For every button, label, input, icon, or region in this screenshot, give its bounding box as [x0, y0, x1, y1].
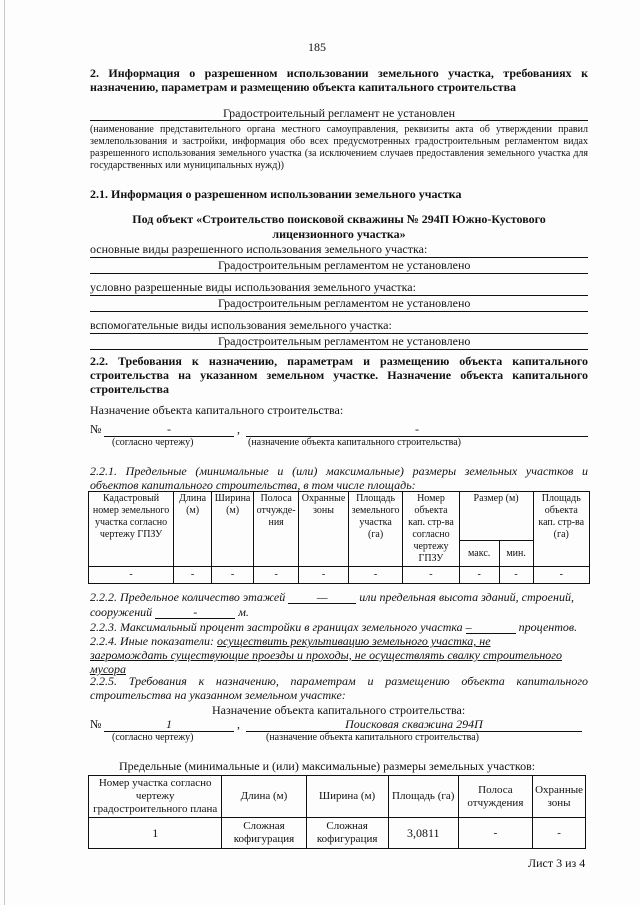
th-cadastral: Кадастровый номер земельного участка согласно чертежу ГПЗУ	[89, 492, 174, 567]
number-sign: №	[90, 422, 102, 436]
purpose2-number: 1	[166, 717, 172, 731]
th-object-number: Номер объекта кап. стр-ва согласно чертежу ГПЗУ	[403, 492, 459, 567]
coverage-value-field	[466, 620, 516, 634]
use-auxiliary-label: вспомогательные виды использования земельного участка:	[90, 318, 588, 334]
purpose-name-field	[246, 422, 588, 437]
table-cell: -	[299, 567, 349, 584]
parcel-size-table	[88, 775, 586, 849]
th-area: Площадь земельного участка (га)	[348, 492, 402, 567]
structures-label: сооружений	[90, 605, 153, 619]
table-cell: -	[348, 567, 402, 584]
th2-alienation: Полоса отчуждения	[458, 776, 532, 818]
purpose-label: Назначение объекта капитального строительства:	[90, 403, 344, 417]
coverage-label: 2.2.3. Максимальный процент застройки в границах земельного участка	[90, 620, 463, 634]
caption-drawing-2: (согласно чертежу)	[112, 732, 194, 743]
purpose2-comma: ,	[237, 717, 240, 731]
th-size-max: макс.	[459, 541, 499, 567]
purpose-name-value: -	[415, 422, 419, 436]
scan-edge-line	[4, 0, 5, 905]
section-2-2-5-title: 2.2.5. Требования к назначению, параметрам и размещению объекта капитального строительства на указанном земельном участке:	[90, 674, 588, 702]
table-cell: -	[459, 567, 499, 584]
purpose2-label: Назначение объекта капитального строительства:	[212, 703, 466, 717]
purpose2-row	[90, 717, 588, 732]
table2-cell: Сложная кофигурация	[222, 818, 306, 849]
th2-area: Площадь (га)	[388, 776, 458, 818]
caption-purpose: (назначение объекта капитального строительства)	[248, 437, 461, 448]
caption-purpose-2: (назначение объекта капитального строительства)	[266, 732, 479, 743]
table-cell: -	[89, 567, 174, 584]
regulation-value: Градостроительный регламент не установлен	[223, 106, 455, 120]
coverage-row	[90, 620, 577, 634]
table-cell: -	[533, 567, 589, 584]
purpose2-name-field	[246, 717, 582, 732]
use-conditional-label: условно разрешенные виды использования земельного участка:	[90, 280, 588, 296]
number-sign-2: №	[90, 717, 102, 731]
uses-block	[90, 242, 588, 350]
purpose-row	[90, 422, 588, 437]
other-indicators-label: 2.2.4. Иные показатели:	[90, 634, 214, 648]
object-title-line-1: Под объект «Строительство поисковой скважины № 294П Южно-Кустового	[132, 212, 546, 226]
section-2-title: 2. Информация о разрешенном использовании земельного участка, требованиях к назначению, параметрам и размещению объекта капитального строительства	[90, 66, 588, 94]
table2-cell: -	[458, 818, 532, 849]
purpose-number-value: -	[167, 422, 171, 436]
other-indicators	[90, 634, 588, 676]
table-cell: -	[174, 567, 212, 584]
height-label: или предельная высота зданий, строений,	[359, 590, 574, 604]
purpose2-number-field	[104, 717, 234, 732]
height-value: -	[193, 605, 198, 619]
th-object-area: Площадь объекта кап. стр-ва (га)	[533, 492, 589, 567]
coverage-value: –	[465, 620, 472, 634]
table-cell: -	[254, 567, 299, 584]
purpose-comma: ,	[237, 422, 240, 436]
th-size: Размер (м)	[459, 492, 533, 541]
height-value-field	[155, 605, 235, 619]
use-main-label: основные виды разрешенного использования земельного участка:	[90, 242, 588, 258]
other-indicators-value-3: мусора	[90, 662, 127, 676]
table2-cell: 1	[89, 818, 222, 849]
section-2-1-title: 2.1. Информация о разрешенном использовании земельного участка	[90, 187, 462, 201]
table-cell: -	[212, 567, 254, 584]
floors-value-field	[288, 590, 356, 604]
object-title-line-2: лицензионного участка»	[272, 227, 406, 241]
th-size-min: мин.	[499, 541, 533, 567]
section-2-2-1-title: 2.2.1. Предельные (минимальные и (или) максимальные) размеры земельных участков и объектов капитального строительства, в том числе площадь:	[90, 464, 588, 492]
th-length: Длина (м)	[174, 492, 212, 567]
other-indicators-value-1: осуществить рекультивацию земельного участка, не	[217, 634, 491, 648]
other-indicators-value-2: загромождать существующие проезды и проходы, не осуществлять свалку строительного	[90, 648, 562, 662]
table-cell: -	[499, 567, 533, 584]
th-alienation: Полоса отчужде-ния	[254, 492, 299, 567]
table2-cell: Сложная кофигурация	[306, 818, 388, 849]
th2-parcel-number: Номер участка согласно чертежу градостроительного плана	[89, 776, 222, 818]
page-number: 185	[308, 40, 326, 54]
purpose-number-field	[104, 422, 234, 437]
th2-width: Ширина (м)	[306, 776, 388, 818]
use-auxiliary-value: Градостроительным регламентом не установлено	[90, 334, 588, 350]
height-row	[90, 605, 249, 619]
th-protection: Охранные зоны	[299, 492, 349, 567]
use-main-value: Градостроительным регламентом не установлено	[90, 258, 588, 274]
table-cell: -	[403, 567, 459, 584]
parcel-limits-table	[88, 491, 590, 584]
coverage-unit: процентов.	[518, 620, 578, 634]
section-2-2-title: 2.2. Требования к назначению, параметрам и размещению объекта капитального строительства на указанном земельном участке. Назначение объекта капитального строительства	[90, 354, 588, 396]
floors-row	[90, 590, 588, 605]
regulation-note: (наименование представительного органа местного самоуправления, реквизиты акта об утверждении правил землепользования и застройки, информация обо всех предусмотренных градостроительным регламентом видах разрешенного использования земельного участка (за исключением случаев предоставления земельного участка для государственных или муниципальных нужд))	[90, 124, 588, 171]
limits-title: Предельные (минимальные и (или) максимальные) размеры земельных участков:	[119, 759, 536, 773]
height-unit: м.	[238, 605, 249, 619]
th2-length: Длина (м)	[222, 776, 306, 818]
th-width: Ширина (м)	[212, 492, 254, 567]
use-conditional-value: Градостроительным регламентом не установлено	[90, 296, 588, 312]
th2-protection: Охранные зоны	[533, 776, 586, 818]
caption-drawing: (согласно чертежу)	[112, 437, 194, 448]
floors-value: —	[316, 590, 328, 604]
regulation-line	[90, 106, 588, 121]
table2-cell: -	[533, 818, 586, 849]
sheet-number: Лист 3 из 4	[528, 856, 586, 870]
table2-cell: 3,0811	[388, 818, 458, 849]
purpose2-name: Поисковая скважина 294П	[345, 717, 483, 731]
floors-label: 2.2.2. Предельное количество этажей	[90, 590, 286, 604]
